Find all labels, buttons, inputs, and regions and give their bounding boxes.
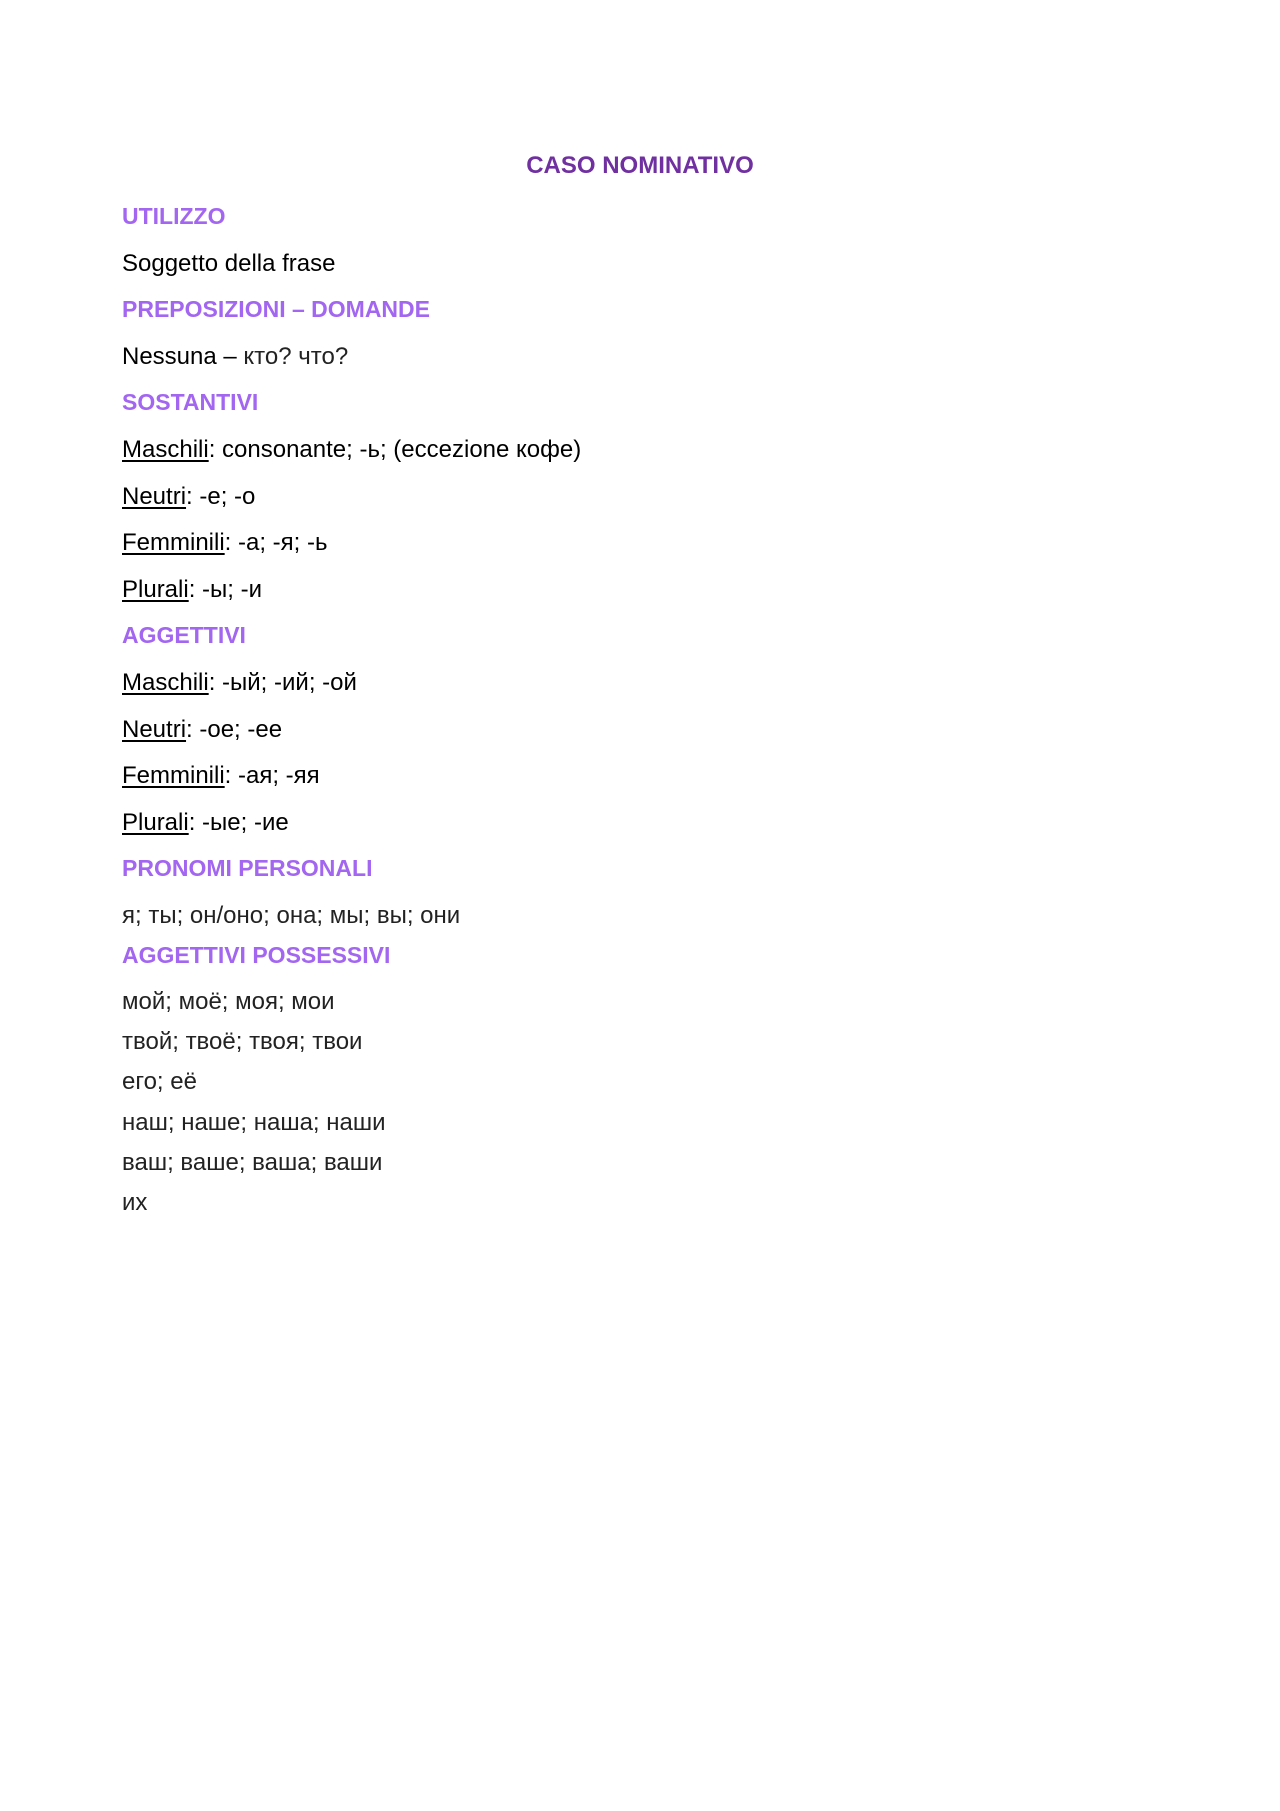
row-value: : -ые; -ие [188,809,289,836]
sostantivi-row-maschili [122,436,581,464]
possessivi-line: его; её [122,1068,197,1095]
row-value: : -е; -о [186,483,256,510]
row-label: Maschili [122,436,209,463]
possessivi-line: их [122,1189,148,1216]
pronomi-personali-text: я; ты; он/оно; она; мы; вы; они [122,902,461,929]
row-label: Plurali [122,576,189,603]
utilizzo-text: Soggetto della frase [122,250,336,277]
aggettivi-row-maschili [122,669,357,697]
sostantivi-row-femminili [122,529,328,557]
possessivi-line: мой; моё; моя; мои [122,988,335,1015]
aggettivi-row-femminili [122,762,320,790]
preposizioni-prefix: Nessuna – [122,343,244,370]
section-heading-aggettivi: AGGETTIVI [122,622,246,648]
section-heading-pronomi-personali: PRONOMI PERSONALI [122,855,373,881]
row-value: : -ое; -ее [186,716,283,743]
aggettivi-row-neutri [122,716,282,744]
row-label: Maschili [122,669,209,696]
possessivi-line: твой; твоё; твоя; твои [122,1028,363,1055]
preposizioni-questions: кто? что? [243,343,349,370]
row-label: Plurali [122,809,189,836]
section-heading-preposizioni: PREPOSIZIONI – DOMANDE [122,296,430,322]
section-heading-sostantivi: SOSTANTIVI [122,389,259,415]
row-value: : -ы; -и [188,576,263,603]
page-title: CASO NOMINATIVO [526,152,754,179]
row-label: Neutri [122,716,187,743]
row-value: : -ый; -ий; -ой [208,669,357,696]
row-label: Femminili [122,529,225,556]
sostantivi-row-neutri [122,483,255,511]
sostantivi-row-plurali [122,576,262,604]
section-heading-utilizzo: UTILIZZO [122,203,226,229]
possessivi-line: наш; наше; наша; наши [122,1109,386,1136]
row-label: Neutri [122,483,187,510]
possessivi-line: ваш; ваше; ваша; ваши [122,1149,383,1176]
aggettivi-row-plurali [122,809,289,837]
row-value: : consonante; -ь; (eccezione кофе) [208,436,582,463]
section-heading-aggettivi-possessivi: AGGETTIVI POSSESSIVI [122,942,391,968]
row-label: Femminili [122,762,225,789]
row-value: : -а; -я; -ь [224,529,328,556]
row-value: : -ая; -яя [224,762,320,789]
preposizioni-text [122,343,348,371]
